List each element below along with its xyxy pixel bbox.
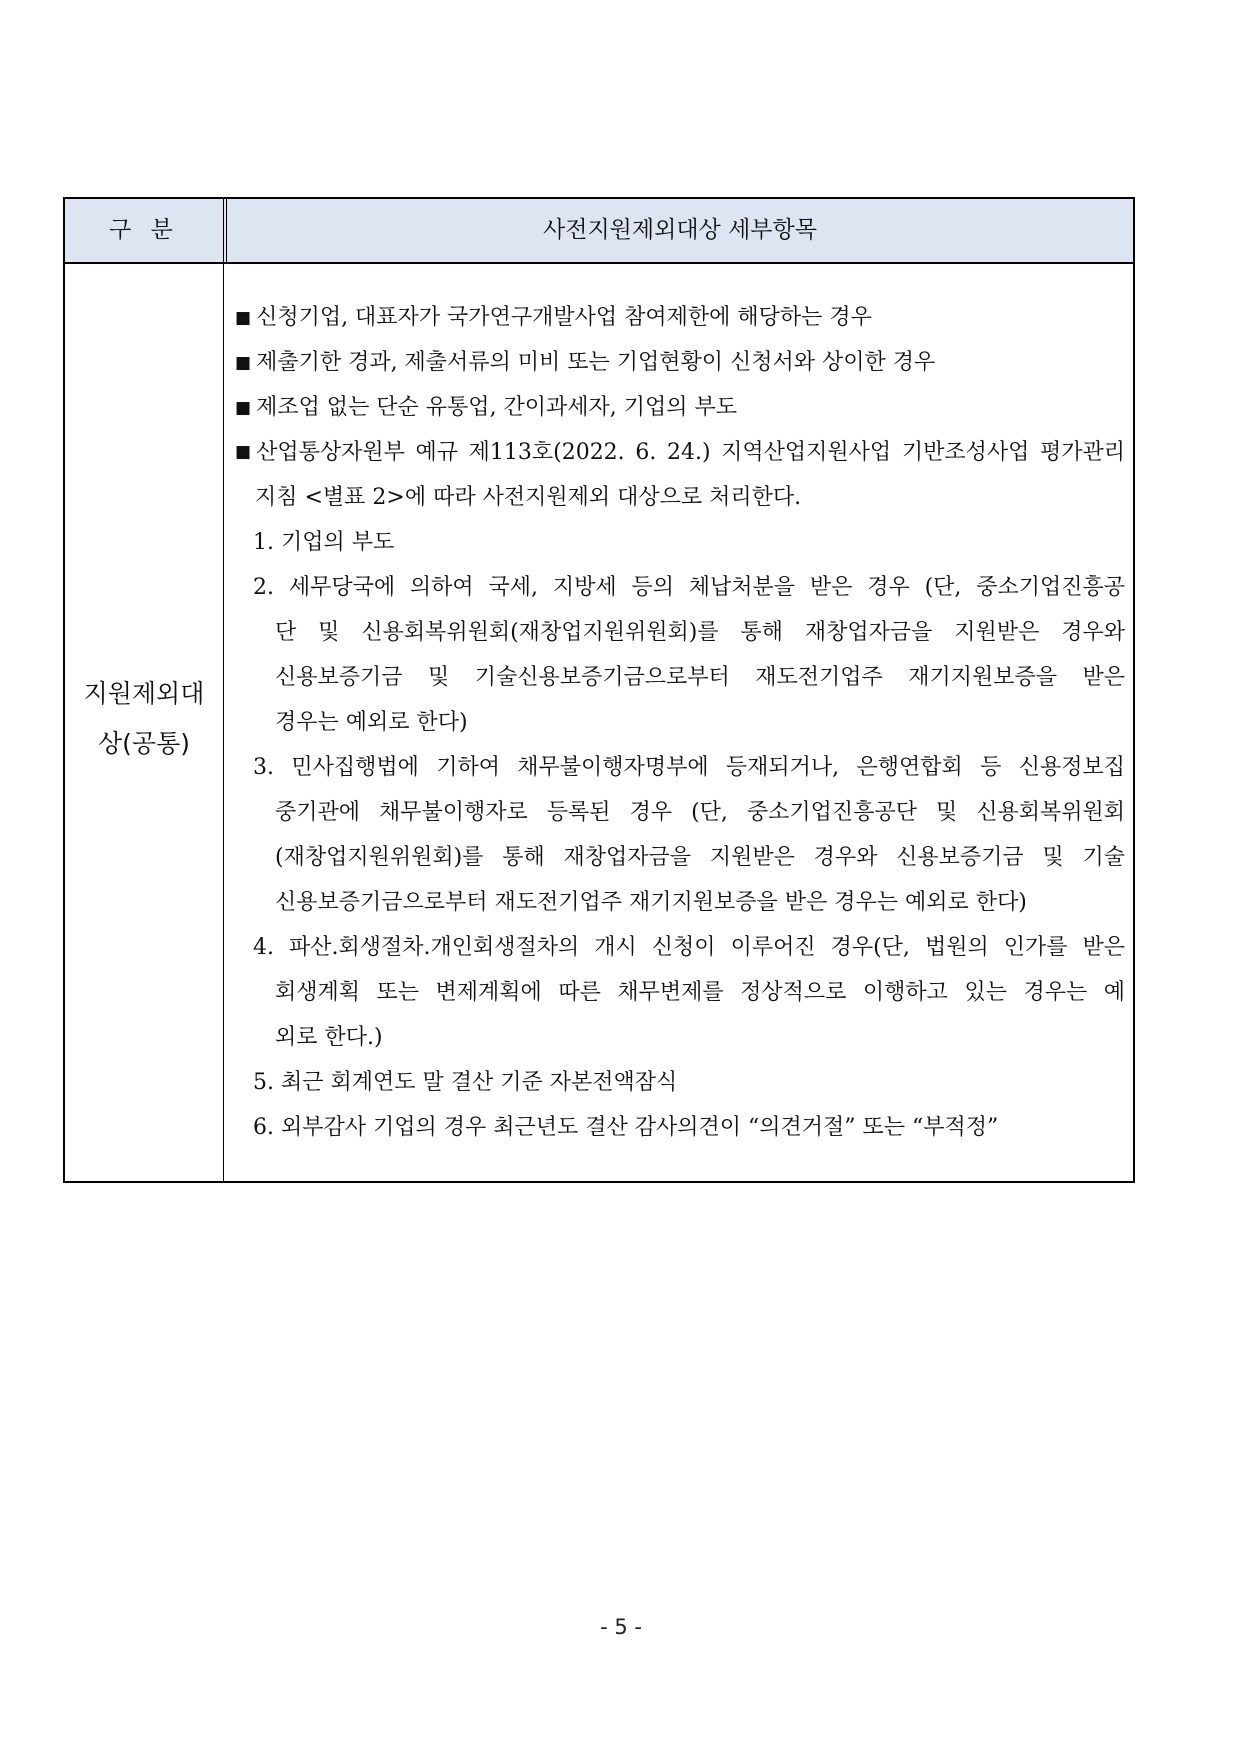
page-number: - 5 - [600, 1615, 642, 1639]
header-category-cell: 구 분 [109, 217, 179, 243]
detail-line: 지침 <별표 2>에 따라 사전지원제외 대상으로 처리한다. [255, 485, 802, 510]
detail-line: 신용보증기금 및 기술신용보증기금으로부터 재도전기업주 재기지원보증을 받은 [275, 665, 1125, 690]
exclusion-criteria-table [63, 197, 1135, 1183]
detail-line: 2. 세무당국에 의하여 국세, 지방세 등의 체납처분을 받은 경우 (단, 중소기업진흥공 [253, 575, 1125, 600]
detail-line: 5. 최근 회계연도 말 결산 기준 자본전액잠식 [253, 1070, 678, 1095]
detail-line: ■ 산업통상자원부 예규 제113호(2022. 6. 24.) 지역산업지원사업 기반조성사업 평가관리 [235, 430, 1125, 475]
square-bullet-icon: ■ [235, 308, 252, 328]
detail-line: 단 및 신용회복위원회(재창업지원위원회)를 통해 재창업자금을 지원받은 경우와 [275, 620, 1125, 645]
detail-line: 경우는 예외로 한다) [275, 710, 468, 735]
square-bullet-icon: ■ [235, 353, 252, 373]
category-line-1: 지원제외대 [83, 679, 205, 708]
header-column-divider [226, 199, 227, 263]
header-details-cell: 사전지원제외대상 세부항목 [543, 217, 817, 243]
detail-line: 중기관에 채무불이행자로 등록된 경우 (단, 중소기업진흥공단 및 신용회복위원회 [275, 800, 1125, 825]
detail-line: ■ 제조업 없는 단순 유통업, 간이과세자, 기업의 부도 [235, 385, 1125, 430]
detail-line: 회생계획 또는 변제계획에 따른 채무변제를 정상적으로 이행하고 있는 경우는 예 [275, 980, 1125, 1005]
detail-line: 1. 기업의 부도 [253, 530, 395, 555]
detail-line: 3. 민사집행법에 기하여 채무불이행자명부에 등재되거나, 은행연합회 등 신용정보집 [253, 755, 1125, 780]
square-bullet-icon: ■ [235, 442, 252, 462]
detail-line: (재창업지원위원회)를 통해 재창업자금을 지원받은 경우와 신용보증기금 및 기술 [275, 845, 1125, 870]
detail-line: ■ 제출기한 경과, 제출서류의 미비 또는 기업현황이 신청서와 상이한 경우 [235, 340, 1125, 385]
square-bullet-icon: ■ [235, 398, 252, 418]
header-double-rule [65, 263, 1133, 264]
detail-line: 4. 파산.회생절차.개인회생절차의 개시 신청이 이루어진 경우(단, 법원의 인가를 받은 [253, 935, 1125, 960]
detail-line: 6. 외부감사 기업의 경우 최근년도 결산 감사의견이 “의견거절” 또는 “부적정” [253, 1115, 999, 1140]
category-line-2: 상(공통) [98, 729, 190, 758]
detail-line: ■ 신청기업, 대표자가 국가연구개발사업 참여제한에 해당하는 경우 [235, 295, 1125, 340]
details-cell [235, 295, 1125, 1150]
category-cell [65, 669, 223, 769]
column-divider [223, 199, 224, 1181]
detail-line: 신용보증기금으로부터 재도전기업주 재기지원보증을 받은 경우는 예외로 한다) [275, 890, 1027, 915]
detail-line: 외로 한다.) [275, 1025, 383, 1050]
